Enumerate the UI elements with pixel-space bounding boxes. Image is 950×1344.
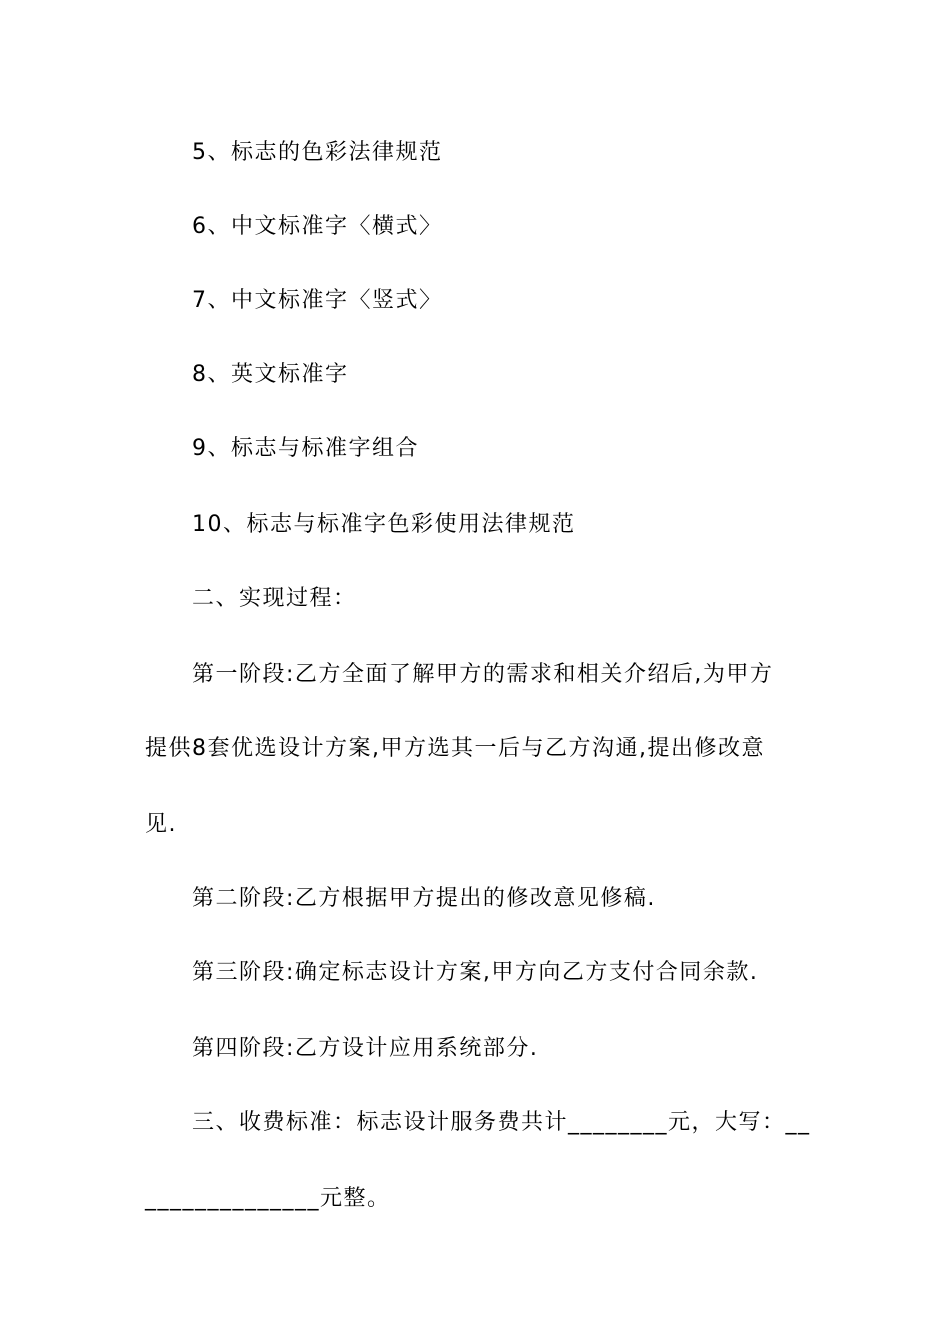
- list-item-8: 8、英文标准字: [192, 362, 349, 387]
- list-item-6: 6、中文标准字〈横式〉: [192, 214, 443, 239]
- list-item-7: 7、中文标准字〈竖式〉: [192, 288, 443, 313]
- list-item-10: 10、标志与标准字色彩使用法律规范: [192, 512, 576, 537]
- list-item-5: 5、标志的色彩法律规范: [192, 140, 443, 165]
- paragraph-stage-4: 第四阶段:乙方设计应用系统部分.: [192, 1036, 539, 1061]
- paragraph-stage-1-line-3: 见.: [145, 812, 177, 837]
- list-item-9: 9、标志与标准字组合: [192, 436, 419, 461]
- paragraph-stage-1-line-1: 第一阶段:乙方全面了解甲方的需求和相关介绍后,为甲方: [192, 662, 774, 687]
- paragraph-stage-3: 第三阶段:确定标志设计方案,甲方向乙方支付合同余款.: [192, 960, 759, 985]
- section-heading-fees-line-2: ______________元整。: [145, 1186, 391, 1211]
- section-heading-fees-line-1: 三、收费标准：标志设计服务费共计________元，大写：__: [192, 1110, 811, 1135]
- paragraph-stage-2: 第二阶段:乙方根据甲方提出的修改意见修稿.: [192, 886, 656, 911]
- section-heading-process: 二、实现过程：: [192, 586, 357, 611]
- paragraph-stage-1-line-2: 提供8套优选设计方案,甲方选其一后与乙方沟通,提出修改意: [145, 736, 765, 761]
